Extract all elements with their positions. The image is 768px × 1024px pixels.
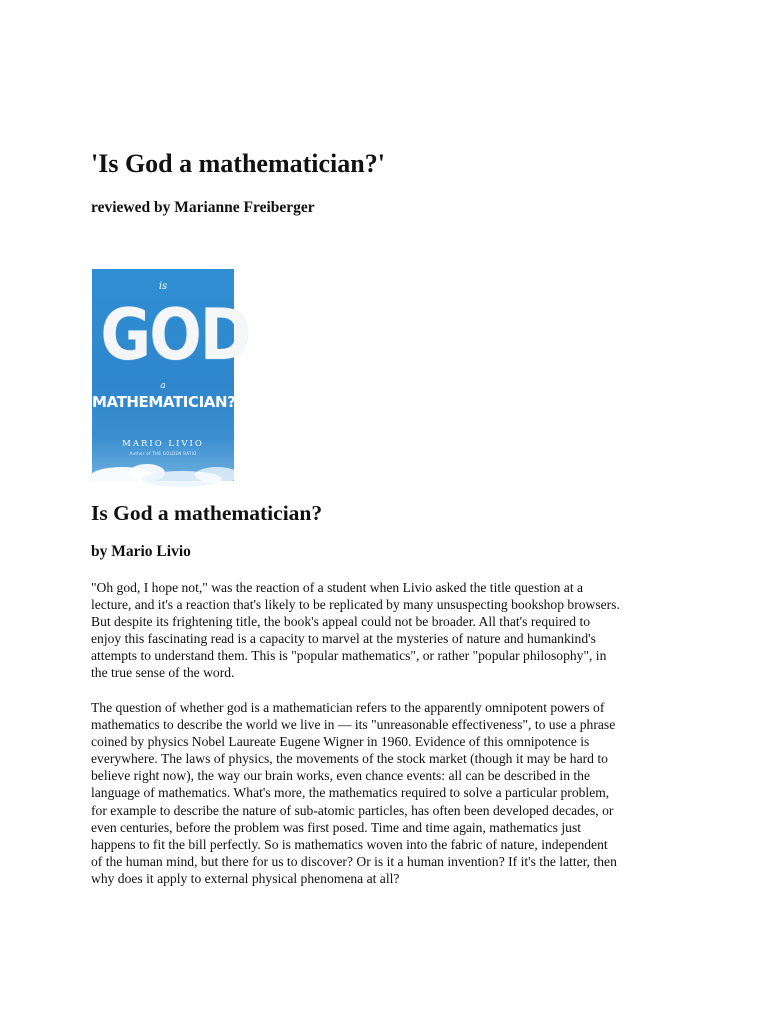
- text-line: coined by physics Nobel Laureate Eugene Wigner in 1960. Evidence of this omnipotence is: [91, 734, 590, 750]
- text-line: happens to fit the bill perfectly. So is mathematics woven into the fabric of nature, independent: [91, 836, 608, 852]
- text-line: why does it apply to external physical phenomena at all?: [91, 870, 400, 886]
- text-line: the true sense of the word.: [91, 665, 235, 681]
- article-title: 'Is God a mathematician?': [91, 149, 385, 178]
- cover-word-is: is: [158, 281, 168, 292]
- paragraph-1: [91, 579, 620, 682]
- text-line: even centuries, before the problem was first posed. Time and time again, mathematics just: [91, 819, 582, 835]
- book-author: by Mario Livio: [91, 543, 191, 560]
- book-title: Is God a mathematician?: [91, 501, 323, 525]
- text-line: The question of whether god is a mathematician refers to the apparently omnipotent powers of: [91, 700, 605, 715]
- cover-author: MARIO LIVIO: [122, 439, 204, 449]
- text-line: of the human mind, but there for us to discover? Or is it a human invention? If it's the latter, then: [91, 853, 617, 869]
- text-line: attempts to understand them. This is "popular mathematics", or rather "popular philosophy", in: [91, 648, 607, 664]
- reviewer-byline: reviewed by Marianne Freiberger: [91, 199, 315, 216]
- text-line: language of mathematics. What's more, the mathematics required to solve a particular problem,: [91, 785, 610, 801]
- book-cover-image: [92, 269, 250, 481]
- text-line: lecture, and it's a reaction that's likely to be replicated by many unsuspecting bookshop browsers.: [91, 597, 620, 613]
- text-line: for example to describe the nature of sub-atomic particles, has often been developed decades, or: [91, 802, 614, 818]
- paragraph-2: [91, 699, 617, 887]
- cover-word-god: GOD: [100, 294, 250, 376]
- text-line: enjoy this fascinating read is a capacity to marvel at the mysteries of nature and humankind's: [91, 631, 596, 647]
- text-line: But despite its frightening title, the book's appeal could not be broader. All that's required to: [91, 614, 591, 630]
- cover-word-mathematician: MATHEMATICIAN?: [92, 393, 236, 411]
- text-line: everywhere. The laws of physics, the movements of the stock market (though it may be hard to: [91, 751, 608, 767]
- cover-tagline: Author of THE GOLDEN RATIO: [129, 451, 197, 456]
- text-line: mathematics to describe the world we live in — its "unreasonable effectiveness", to use a phrase: [91, 717, 616, 733]
- text-line: "Oh god, I hope not," was the reaction of a student when Livio asked the title question at a: [91, 580, 584, 595]
- cover-word-a: a: [160, 381, 166, 391]
- text-line: believe right now), the way our brain works, even chance events: all can be described in the: [91, 768, 591, 784]
